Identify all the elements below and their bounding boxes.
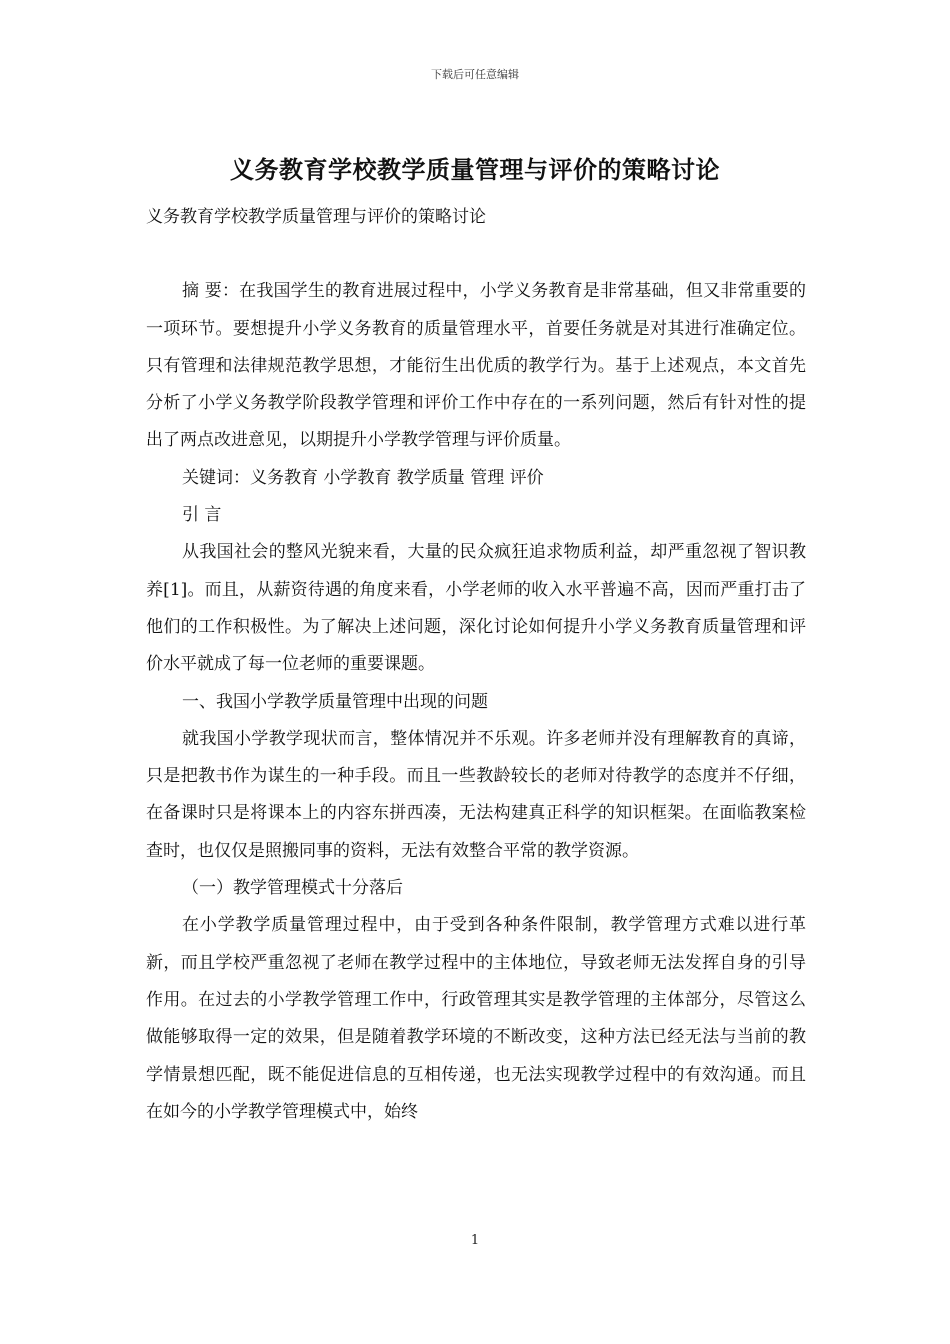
subsection-paragraph: 在小学教学质量管理过程中，由于受到各种条件限制，教学管理方式难以进行革新，而且学校严重忽视了老师在教学过程中的主体地位，导致老师无法发挥自身的引导作用。在过去的小学教学管理工作中，行政管理其实是教学管理的主体部分，尽管这么做能够取得一定的效果，但是随着教学环境的不断改变，这种方法已经无法与当前的教学情景想匹配，既不能促进信息的互相传递，也无法实现教学过程中的有效沟通。而且在如今的小学教学管理模式中，始终 — [146, 915, 806, 1122]
document-subtitle: 义务教育学校教学质量管理与评价的策略讨论 — [146, 207, 486, 227]
document-body — [146, 199, 806, 1131]
section-paragraph: 就我国小学教学现状而言，整体情况并不乐观。许多老师并没有理解教育的真谛，只是把教书作为谋生的一种手段。而且一些教龄较长的老师对待教学的态度并不仔细，在备课时只是将课本上的内容东拼西凑，无法构建真正科学的知识框架。在面临教案检查时，也仅仅是照搬同事的资料，无法有效整合平常的教学资源。 — [146, 728, 806, 861]
section-heading: 一、我国小学教学质量管理中出现的问题 — [182, 691, 488, 712]
subsection-heading: （一）教学管理模式十分落后 — [182, 878, 403, 899]
header-note: 下载后可任意编辑 — [431, 68, 519, 81]
document-title: 义务教育学校教学质量管理与评价的策略讨论 — [230, 155, 720, 184]
keywords-line: 关键词：义务教育 小学教育 教学质量 管理 评价 — [182, 467, 544, 488]
page-number: 1 — [470, 1233, 480, 1248]
abstract-paragraph: 摘 要：在我国学生的教育进展过程中，小学义务教育是非常基础，但又非常重要的一项环节。要想提升小学义务教育的质量管理水平，首要任务就是对其进行准确定位。只有管理和法律规范教学思想，才能衍生出优质的教学行为。基于上述观点，本文首先分析了小学义务教学阶段教学管理和评价工作中存在的一系列问题，然后有针对性的提出了两点改进意见，以期提升小学教学管理与评价质量。 — [146, 281, 806, 451]
intro-paragraph: 从我国社会的整风光貌来看，大量的民众疯狂追求物质利益，却严重忽视了智识教养[1]。而且，从薪资待遇的角度来看，小学老师的收入水平普遍不高，因而严重打击了他们的工作积极性。为了解决上述问题，深化讨论如何提升小学义务教育质量管理和评价水平就成了每一位老师的重要课题。 — [146, 542, 806, 675]
intro-heading: 引 言 — [182, 505, 222, 526]
